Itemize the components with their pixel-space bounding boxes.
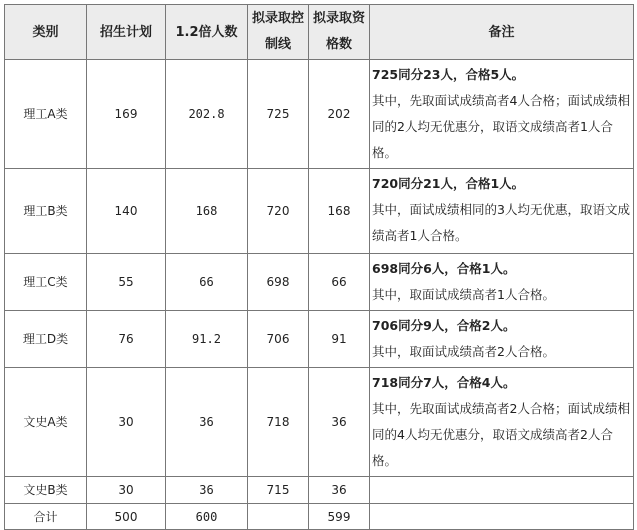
remarks-summary: 718同分7人，合格4人。 xyxy=(372,375,516,390)
cell-cutoff: 698 xyxy=(248,254,309,311)
cell-1-2x: 91.2 xyxy=(166,311,248,368)
remarks-detail: 其中，先取面试成绩高者2人合格；面试成绩相同的4人均无优惠分，取语文成绩高者2人合格。 xyxy=(372,401,630,468)
cell-qualified: 36 xyxy=(309,368,370,477)
admission-table xyxy=(4,4,634,530)
cell-1-2x: 36 xyxy=(166,477,248,504)
cell-cutoff: 720 xyxy=(248,169,309,254)
header-category: 类别 xyxy=(5,5,87,60)
cell-category: 文史A类 xyxy=(5,368,87,477)
remarks-detail: 其中，取面试成绩高者2人合格。 xyxy=(372,344,555,359)
cell-qualified: 599 xyxy=(309,504,370,530)
cell-qualified: 202 xyxy=(309,60,370,169)
remarks-summary: 706同分9人，合格2人。 xyxy=(372,318,516,333)
table-row xyxy=(5,311,634,368)
remarks-detail: 其中，取面试成绩高者1人合格。 xyxy=(372,287,555,302)
cell-cutoff: 715 xyxy=(248,477,309,504)
header-remarks: 备注 xyxy=(370,5,634,60)
table-row xyxy=(5,169,634,254)
cell-category: 文史B类 xyxy=(5,477,87,504)
cell-remarks xyxy=(370,477,634,504)
cell-remarks xyxy=(370,169,634,254)
cell-plan: 76 xyxy=(87,311,166,368)
cell-1-2x: 600 xyxy=(166,504,248,530)
header-row xyxy=(5,5,634,60)
header-cutoff-line: 拟录取控制线 xyxy=(248,5,309,60)
cell-qualified: 91 xyxy=(309,311,370,368)
remarks-detail: 其中，面试成绩相同的3人均无优惠，取语文成绩高者1人合格。 xyxy=(372,202,630,243)
remarks-summary: 698同分6人，合格1人。 xyxy=(372,261,516,276)
cell-1-2x: 202.8 xyxy=(166,60,248,169)
cell-plan: 169 xyxy=(87,60,166,169)
header-plan: 招生计划 xyxy=(87,5,166,60)
header-1-2x: 1.2倍人数 xyxy=(166,5,248,60)
cell-plan: 500 xyxy=(87,504,166,530)
cell-remarks xyxy=(370,254,634,311)
cell-category: 理工B类 xyxy=(5,169,87,254)
cell-qualified: 66 xyxy=(309,254,370,311)
cell-1-2x: 66 xyxy=(166,254,248,311)
cell-cutoff: 725 xyxy=(248,60,309,169)
cell-plan: 30 xyxy=(87,368,166,477)
cell-remarks xyxy=(370,311,634,368)
cell-qualified: 168 xyxy=(309,169,370,254)
table-row xyxy=(5,477,634,504)
cell-category: 理工D类 xyxy=(5,311,87,368)
cell-cutoff: 706 xyxy=(248,311,309,368)
remarks-summary: 725同分23人，合格5人。 xyxy=(372,67,525,82)
cell-category: 理工C类 xyxy=(5,254,87,311)
cell-plan: 55 xyxy=(87,254,166,311)
cell-1-2x: 168 xyxy=(166,169,248,254)
total-row xyxy=(5,504,634,530)
cell-category: 合计 xyxy=(5,504,87,530)
cell-category: 理工A类 xyxy=(5,60,87,169)
cell-1-2x: 36 xyxy=(166,368,248,477)
table-row xyxy=(5,368,634,477)
cell-plan: 30 xyxy=(87,477,166,504)
cell-cutoff: 718 xyxy=(248,368,309,477)
cell-qualified: 36 xyxy=(309,477,370,504)
remarks-summary: 720同分21人，合格1人。 xyxy=(372,176,525,191)
table-row xyxy=(5,60,634,169)
cell-remarks xyxy=(370,60,634,169)
cell-remarks xyxy=(370,504,634,530)
remarks-detail: 其中，先取面试成绩高者4人合格；面试成绩相同的2人均无优惠分，取语文成绩高者1人合格。 xyxy=(372,93,630,160)
table-row xyxy=(5,254,634,311)
cell-remarks xyxy=(370,368,634,477)
cell-plan: 140 xyxy=(87,169,166,254)
header-qualified-count: 拟录取资格数 xyxy=(309,5,370,60)
cell-cutoff xyxy=(248,504,309,530)
